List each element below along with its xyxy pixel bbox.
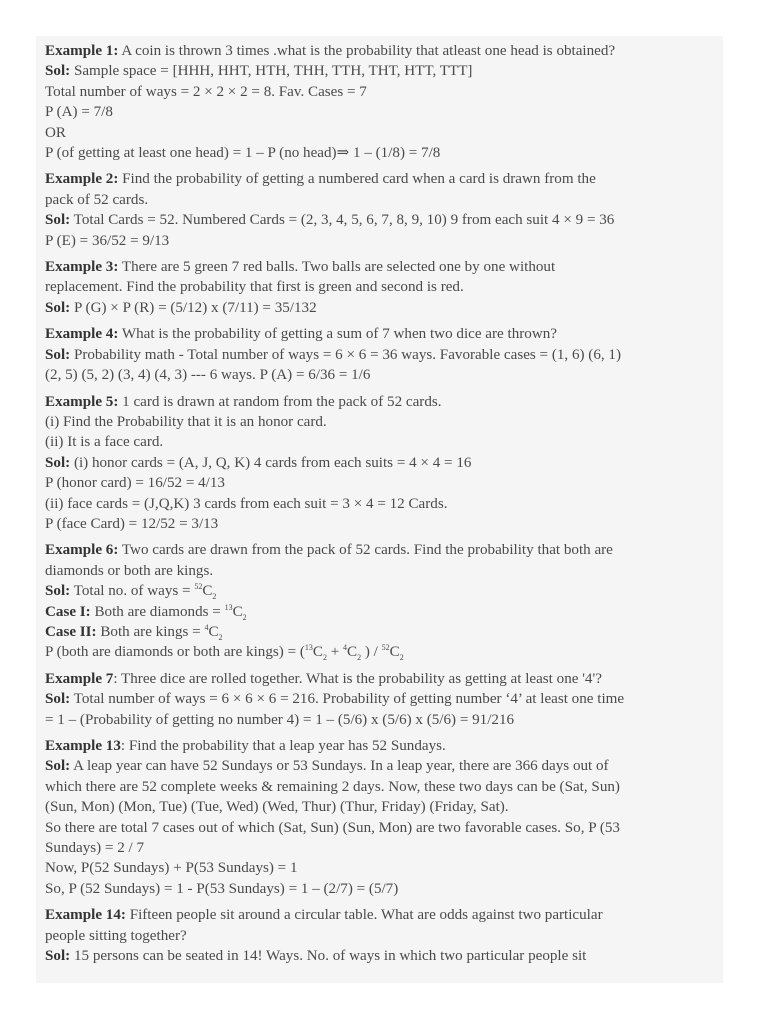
text-line: P (face Card) = 12/52 = 3/13 xyxy=(45,515,219,532)
sol-text: Sample space = [HHH, HHT, HTH, THH, TTH, THT, HTT, TTT] xyxy=(70,63,473,80)
text-line: (Sun, Mon) (Mon, Tue) (Tue, Wed) (Wed, Thur) (Thur, Friday) (Friday, Sat). xyxy=(45,799,509,816)
case-label: Case II: xyxy=(45,623,97,640)
question-text: : Three dice are rolled together. What is the probability as getting at least one '4'? xyxy=(113,670,602,687)
combination-symbol: C xyxy=(202,583,213,600)
text-line: diamonds or both are kings. xyxy=(45,562,214,579)
sol-label: Sol: xyxy=(45,299,71,316)
text-line: people sitting together? xyxy=(45,927,187,944)
example-label: Example 4: xyxy=(45,326,119,343)
example-5 xyxy=(45,392,714,535)
question-text: 1 card is drawn at random from the pack of 52 cards. xyxy=(118,393,442,410)
question xyxy=(45,392,714,412)
document-page xyxy=(36,36,723,983)
combination-symbol: C xyxy=(347,644,358,661)
question xyxy=(45,41,714,61)
sol-text: Total number of ways = 6 × 6 × 6 = 216. Probability of getting number ‘4’ at least one time xyxy=(70,691,625,708)
sol-text: Probability math - Total number of ways = 6 × 6 = 36 ways. Favorable cases = (1, 6) (6, 1) xyxy=(70,346,621,363)
example-label: Example 14: xyxy=(45,907,126,924)
sol-label: Sol: xyxy=(45,454,71,471)
case-1 xyxy=(45,602,714,622)
example-label: Example 1: xyxy=(45,43,119,59)
example-label: Example 13 xyxy=(45,738,121,754)
text-line: P (E) = 36/52 = 9/13 xyxy=(45,232,170,249)
text-line: Total number of ways = 2 × 2 × 2 = 8. Fav. Cases = 7 xyxy=(45,83,367,100)
combination-superscript: 52 xyxy=(381,643,390,653)
solution xyxy=(45,345,714,365)
sol-text: A leap year can have 52 Sundays or 53 Sundays. In a leap year, there are 366 days out of xyxy=(70,758,609,775)
sol-text: 15 persons can be seated in 14! Ways. No. of ways in which two particular people sit xyxy=(70,948,587,965)
solution xyxy=(45,581,714,601)
question-text: A coin is thrown 3 times .what is the probability that atleast one head is obtained? xyxy=(118,43,616,59)
combination-subscript: 2 xyxy=(399,653,404,663)
text-line: (ii) face cards = (J,Q,K) 3 cards from each suit = 3 × 4 = 12 Cards. xyxy=(45,495,448,512)
combination-symbol: C xyxy=(312,644,323,661)
combination-superscript: 13 xyxy=(224,602,233,612)
combination-superscript: 4 xyxy=(204,622,209,632)
question-text: Find the probability of getting a numbered card when a card is drawn from the xyxy=(118,171,596,188)
formula-text: P (both are diamonds or both are kings) = ( xyxy=(45,644,305,661)
question-text: Fifteen people sit around a circular table. What are odds against two particular xyxy=(125,907,603,924)
text-line: which there are 52 complete weeks & remaining 2 days. Now, these two days can be (Sat, Sun) xyxy=(45,778,620,795)
question xyxy=(45,257,714,277)
combination-superscript: 13 xyxy=(304,643,313,653)
example-4 xyxy=(45,324,714,385)
example-13 xyxy=(45,736,714,899)
text-line: So there are total 7 cases out of which (Sat, Sun) (Sun, Mon) are two favorable cases. So, P (53 xyxy=(45,819,620,836)
text-line: (2, 5) (5, 2) (3, 4) (4, 3) --- 6 ways. P (A) = 6/36 = 1/6 xyxy=(45,367,371,384)
case-2 xyxy=(45,622,714,642)
question xyxy=(45,905,714,925)
sol-text: Total no. of ways = xyxy=(70,583,195,600)
sol-text: Total Cards = 52. Numbered Cards = (2, 3, 4, 5, 6, 7, 8, 9, 10) 9 from each suit 4 × 9 = 36 xyxy=(70,212,615,229)
sol-label: Sol: xyxy=(45,583,71,600)
combination-subscript: 2 xyxy=(218,632,223,642)
text-line: Now, P(52 Sundays) + P(53 Sundays) = 1 xyxy=(45,860,298,877)
text-line: So, P (52 Sundays) = 1 - P(53 Sundays) = 1 – (2/7) = (5/7) xyxy=(45,880,399,897)
example-label: Example 3: xyxy=(45,259,119,276)
example-3 xyxy=(45,257,714,318)
question-text: Two cards are drawn from the pack of 52 cards. Find the probability that both are xyxy=(118,542,613,559)
example-7 xyxy=(45,669,714,730)
example-14 xyxy=(45,905,714,966)
text-line: = 1 – (Probability of getting no number 4) = 1 – (5/6) x (5/6) x (5/6) = 91/216 xyxy=(45,711,515,728)
sol-text: P (G) × P (R) = (5/12) x (7/11) = 35/132 xyxy=(70,299,317,316)
text-line: P (of getting at least one head) = 1 – P (no head)⇒ 1 – (1/8) = 7/8 xyxy=(45,145,441,162)
example-label: Example 6: xyxy=(45,542,119,559)
solution xyxy=(45,61,714,81)
solution xyxy=(45,689,714,709)
sol-label: Sol: xyxy=(45,948,71,965)
combination-symbol: C xyxy=(389,644,400,661)
final-formula xyxy=(45,642,714,662)
combination-subscript: 2 xyxy=(322,653,327,663)
sol-label: Sol: xyxy=(45,691,71,708)
formula-text: + xyxy=(326,644,344,661)
question xyxy=(45,324,714,344)
combination-subscript: 2 xyxy=(212,592,217,602)
text-line: (i) Find the Probability that it is an honor card. xyxy=(45,413,327,430)
example-6 xyxy=(45,540,714,662)
solution xyxy=(45,946,714,966)
combination-superscript: 52 xyxy=(194,582,203,592)
example-label: Example 5: xyxy=(45,393,119,410)
combination-subscript: 2 xyxy=(242,612,247,622)
text-line: Sundays) = 2 / 7 xyxy=(45,840,145,857)
text-line: replacement. Find the probability that first is green and second is red. xyxy=(45,279,464,296)
text-line: P (honor card) = 16/52 = 4/13 xyxy=(45,475,225,492)
combination-symbol: C xyxy=(232,603,243,620)
sol-label: Sol: xyxy=(45,758,71,775)
text-line: OR xyxy=(45,124,66,141)
sol-text: (i) honor cards = (A, J, Q, K) 4 cards from each suits = 4 × 4 = 16 xyxy=(70,454,472,471)
example-label: Example 2: xyxy=(45,171,119,188)
question-text: What is the probability of getting a sum of 7 when two dice are thrown? xyxy=(118,326,557,343)
document-content xyxy=(36,36,723,966)
solution xyxy=(45,298,714,318)
solution xyxy=(45,453,714,473)
case-label: Case I: xyxy=(45,603,91,620)
case-text: Both are kings = xyxy=(96,623,205,640)
question xyxy=(45,736,714,756)
formula-text: ) / xyxy=(361,644,382,661)
solution xyxy=(45,756,714,776)
question-text: There are 5 green 7 red balls. Two balls are selected one by one without xyxy=(118,259,556,276)
text-line: (ii) It is a face card. xyxy=(45,434,164,451)
question xyxy=(45,169,714,189)
combination-subscript: 2 xyxy=(357,653,362,663)
question-text: : Find the probability that a leap year has 52 Sundays. xyxy=(120,738,446,754)
sol-label: Sol: xyxy=(45,63,71,80)
text-line: P (A) = 7/8 xyxy=(45,104,113,121)
question xyxy=(45,669,714,689)
solution xyxy=(45,210,714,230)
example-1 xyxy=(45,41,714,163)
example-label: Example 7 xyxy=(45,670,114,687)
case-text: Both are diamonds = xyxy=(90,603,225,620)
text-line: pack of 52 cards. xyxy=(45,191,149,208)
question xyxy=(45,540,714,560)
example-2 xyxy=(45,169,714,251)
combination-symbol: C xyxy=(208,623,219,640)
sol-label: Sol: xyxy=(45,346,71,363)
sol-label: Sol: xyxy=(45,212,71,229)
combination-superscript: 4 xyxy=(343,643,348,653)
